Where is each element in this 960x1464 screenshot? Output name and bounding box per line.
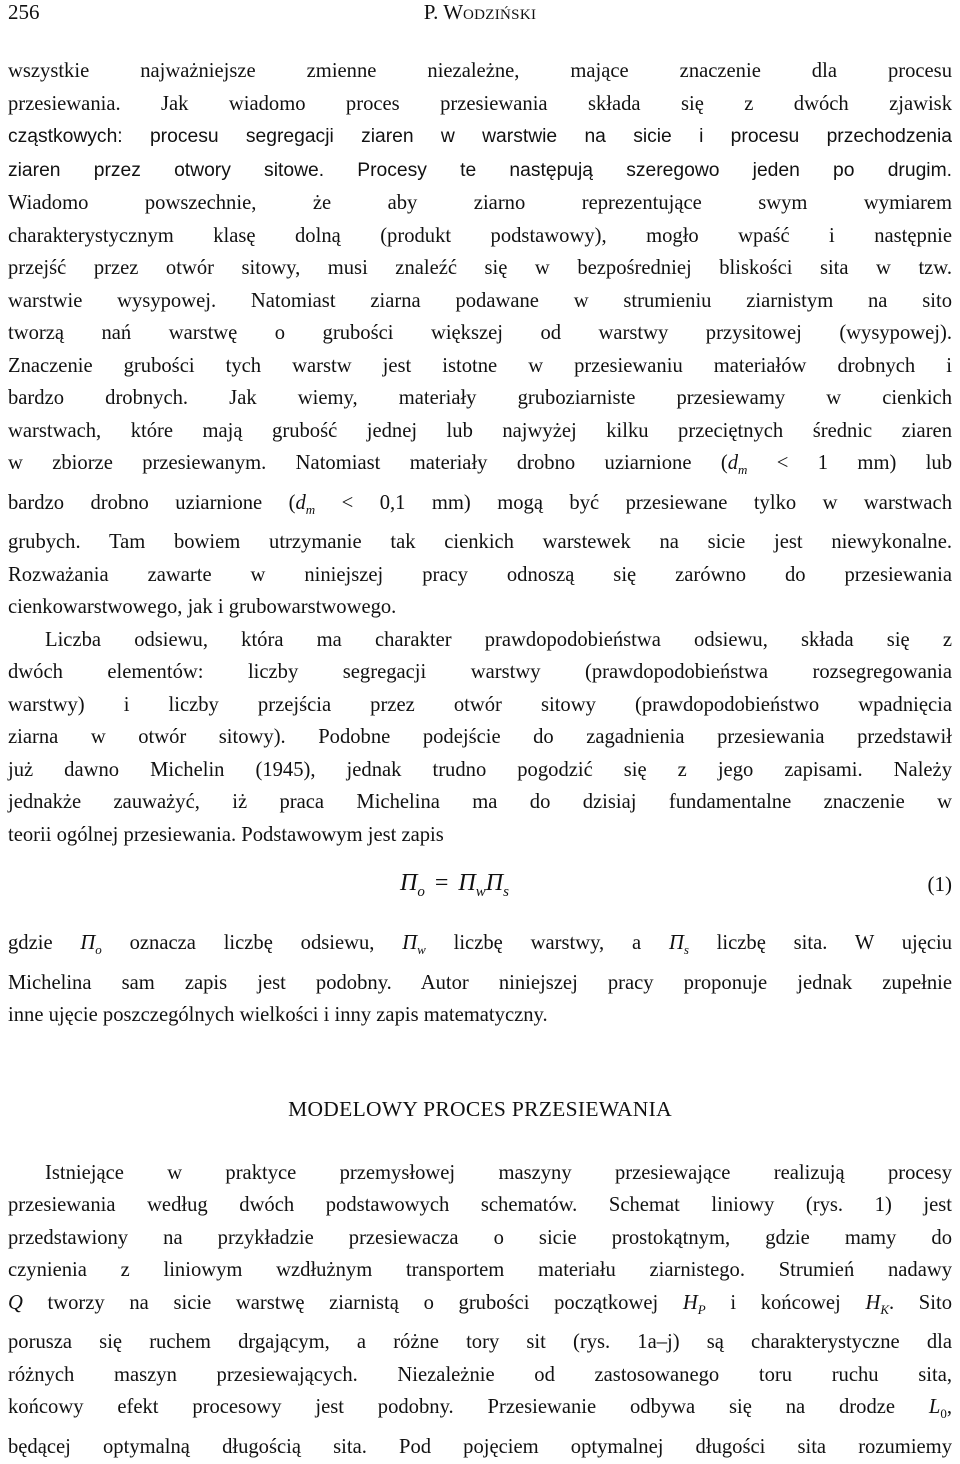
paragraph-1-line: cienkowarstwowego, jak i grubowarstwowego.	[8, 596, 397, 619]
author-initial: P. W	[423, 0, 464, 24]
paragraph-4-line: Q tworzy na sicie warstwę ziarnistą o grubości początkowej $H_P$ i końcowej $H_K$. Sito	[8, 1291, 952, 1317]
var-d: d	[727, 452, 738, 474]
paragraph-1-line: grubych. Tam bowiem utrzymanie tak cienkich warstewek na sicie jest niewykonalne.	[8, 531, 952, 554]
paragraph-3-line: gdzie $\Pi_o$ oznacza liczbę odsiewu, $\Pi_w$ liczbę warstwy, a $\Pi_s$ liczbę sita. W ujęciu	[8, 932, 953, 958]
section-heading: MODELOWY PROCES PRZESIEWANIA	[288, 1096, 672, 1121]
paragraph-4-line: końcowy efekt procesowy jest podobny. Przesiewanie odbywa się na drodze $L_0$,	[8, 1396, 952, 1422]
paragraph-1-line: cząstkowych: procesu segregacji ziaren w warstwie na sicie i procesu przechodzenia	[8, 126, 952, 147]
paragraph-2-line: ziarna w otwór sitowy). Podobne podejście do zagadnienia przesiewania przedstawił	[8, 726, 952, 749]
paragraph-2-line: warstwy) i liczby przejścia przez otwór sitowy (prawdopodobieństwo wpadnięcia	[8, 693, 952, 716]
paragraph-4-line: będącej optymalną długością sita. Pod pojęciem optymalnej długości sita rozumiemy	[8, 1436, 952, 1459]
paragraph-1-line: przesiewania. Jak wiadomo proces przesiewania składa się z dwóch zjawisk	[8, 92, 952, 115]
paragraph-3-line: inne ujęcie poszczególnych wielkości i inny zapis matematyczny.	[8, 1004, 548, 1027]
running-head	[8, 0, 952, 27]
article-body	[8, 55, 952, 1464]
paragraph-2-line: dwóch elementów: liczby segregacji warstwy (prawdopodobieństwa rozsegregowania	[8, 661, 952, 684]
paragraph-1-line: tworzą nań warstwę o grubości większej od warstwy przysitowej (wysypowej).	[8, 322, 952, 344]
var-d: d	[295, 491, 306, 514]
paragraph-4-line: różnych maszyn przesiewających. Niezależnie od zastosowanego toru ruchu sita,	[8, 1363, 952, 1386]
equation-number: (1)	[927, 872, 952, 897]
paragraph-1-line: warstwach, które mają grubość jednej lub najwyżej kilku przeciętnych średnic ziaren	[8, 419, 952, 442]
paragraph-2-line: Liczba odsiewu, która ma charakter prawdopodobieństwa odsiewu, składa się z	[45, 628, 952, 651]
paragraph-1-line: Rozważania zawarte w niniejszej pracy odnoszą się zarówno do przesiewania	[8, 563, 952, 586]
paragraph-4-line: przesiewania według dwóch podstawowych schematów. Schemat liniowy (rys. 1) jest	[8, 1194, 952, 1217]
paragraph-4-line: Istniejące w praktyce przemysłowej maszyny przesiewające realizują procesy	[45, 1161, 952, 1184]
page-header	[8, 0, 952, 24]
paragraph-4-line: czynienia z liniowym wzdłużnym transportem materiału ziarnistego. Strumień nadawy	[8, 1259, 952, 1282]
author-rest: ODZIŃSKI	[463, 7, 537, 23]
equation-1	[8, 856, 952, 927]
paragraph-1-line: Znaczenie grubości tych warstw jest istotne w przesiewaniu materiałów drobnych i	[8, 354, 952, 377]
paragraph-1-line: w zbiorze przesiewanym. Natomiast materiały drobno uziarnione ($d_m < 1$ mm) lub	[8, 452, 953, 478]
paragraph-1-line: ziaren przez otwory sitowe. Procesy te następują szeregowo jeden po drugim.	[8, 159, 952, 181]
paragraph-2-line: już dawno Michelin (1945), jednak trudno pogodzić się z jego zapisami. Należy	[8, 758, 952, 781]
paragraph-1-line: bardzo drobnych. Jak wiemy, materiały gruboziarniste przesiewamy w cienkich	[8, 387, 952, 409]
paragraph-2-line: jednakże zauważyć, iż praca Michelina ma do dzisiaj fundamentalne znaczenie w	[8, 791, 952, 814]
paragraph-4-line: porusza się ruchem drgającym, a różne tory sit (rys. 1a–j) są charakterystyczne dla	[8, 1331, 952, 1354]
paragraph-4-line: przedstawiony na przykładzie przesiewacza o sicie prostokątnym, gdzie mamy do	[8, 1226, 952, 1249]
page-number: 256	[8, 0, 40, 24]
paragraph-1-line: wszystkie najważniejsze zmienne niezależne, mające znaczenie dla procesu	[8, 60, 952, 82]
paragraph-3-line: Michelina sam zapis jest podobny. Autor niniejszej pracy proponuje jednak zupełnie	[8, 971, 952, 994]
paragraph-1-line: Wiadomo powszechnie, że aby ziarno reprezentujące swym wymiarem	[8, 192, 952, 214]
paragraph-1-line: przejść przez otwór sitowy, musi znaleźć się w bezpośredniej bliskości sita w tzw.	[8, 257, 952, 279]
paragraph-1-line: charakterystycznym klasę dolną (produkt podstawowy), mogło wpaść i następnie	[8, 224, 952, 247]
paragraph-1-line: bardzo drobno uziarnione ($d_m < 0,1$ mm) mogą być przesiewane tylko w warstwach	[8, 491, 952, 517]
equation-formula: $\Pi_o = \Pi_w\Pi_s$	[400, 870, 509, 901]
paragraph-2-line: teorii ogólnej przesiewania. Podstawowym jest zapis	[8, 823, 444, 846]
paragraph-1-line: warstwie wysypowej. Natomiast ziarna podawane w strumieniu ziarnistym na sito	[8, 289, 952, 312]
